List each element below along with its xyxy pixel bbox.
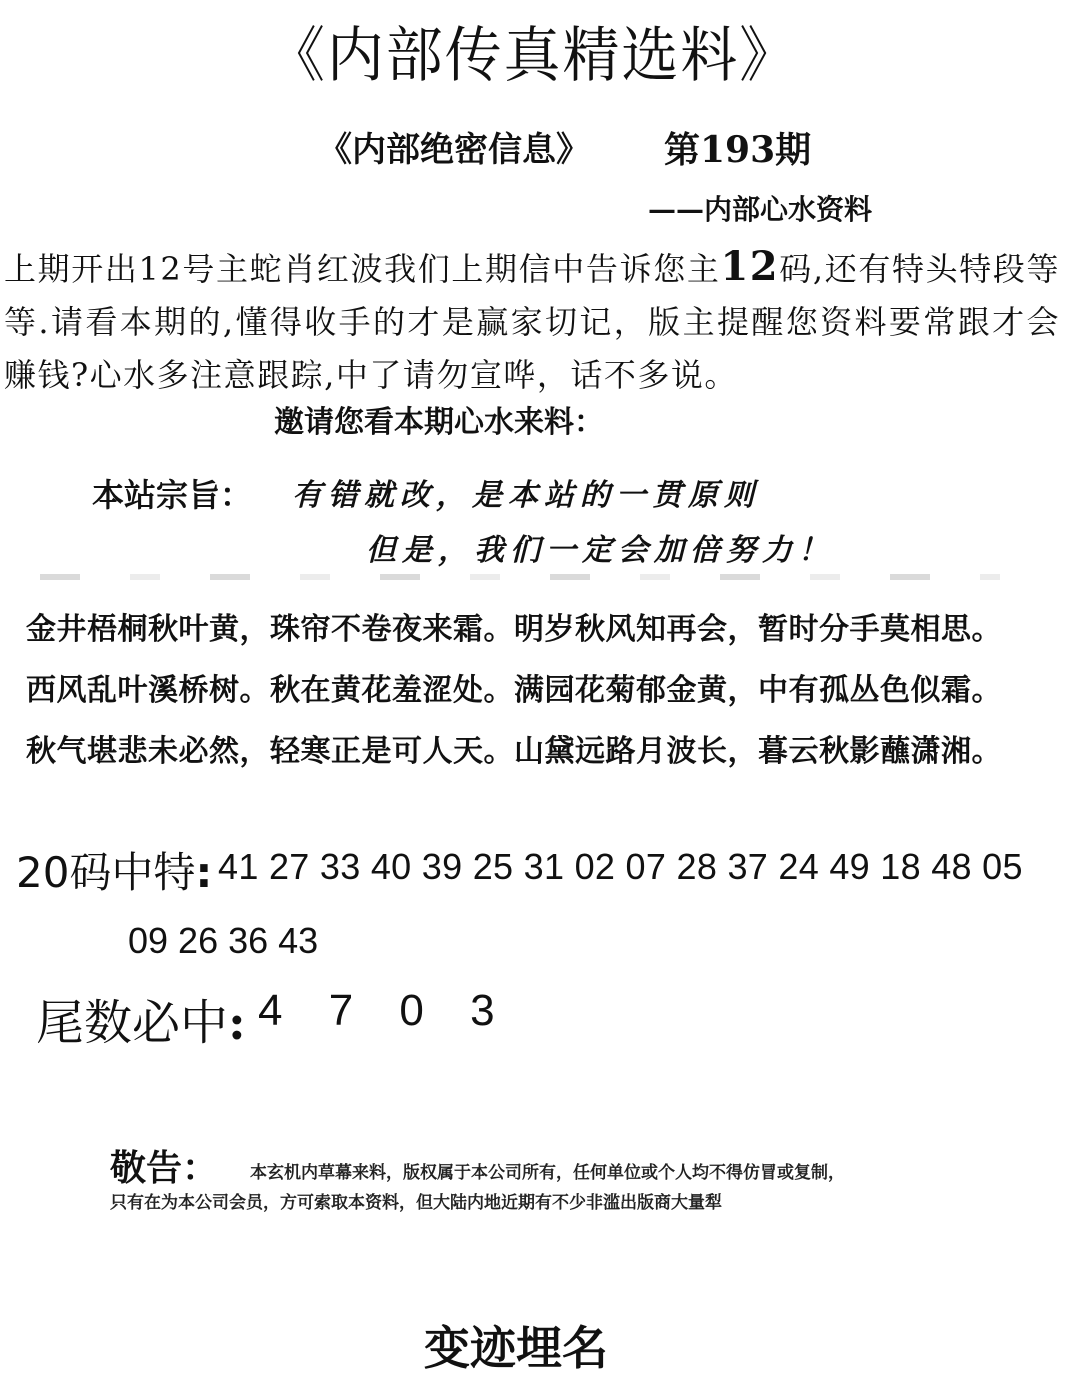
tenet-label: 本站宗旨：: [92, 476, 253, 514]
intro-paragraph: [4, 240, 1060, 402]
invite-line: 邀请您看本期心水来料：: [274, 405, 604, 440]
intro-text-part1: 上期开出12号主蛇肖红波我们上期信中告诉您主: [4, 250, 721, 288]
notice-label: 敬告：: [110, 1147, 219, 1189]
tenet-line-2: 但是，我们一定会加倍努力！: [366, 533, 834, 568]
intro-highlight-number: 12: [720, 243, 780, 290]
issue-number: 第193期: [664, 129, 812, 171]
codes-label-colon: :: [195, 848, 213, 897]
scan-divider: [40, 574, 1000, 580]
subtitle: 《内部绝密信息》: [318, 130, 590, 170]
codes-label-text: 码中特: [69, 848, 196, 897]
poem-line-1: 金井梧桐秋叶黄，珠帘不卷夜来霜。明岁秋风知再会，暂时分手莫相思。: [26, 612, 1002, 647]
codes-label: [16, 840, 212, 900]
page-title: 《内部传真精选料》: [267, 21, 799, 91]
tail-label: [36, 984, 246, 1053]
notice-line-2: 只有在为本公司会员，方可索取本资料，但大陆内地近期有不少非滥出版商大量犁: [110, 1193, 722, 1213]
source-line: ——内部心水资料: [648, 193, 873, 226]
intro-text-part2: 码,还有特头特段等等.请看本期的,懂得收手的才是赢家切记，版主提醒您资料要常跟才会赚钱?心水多注意跟踪,中了请勿宣哗，话不多说。: [4, 250, 1060, 394]
footer-title: 变迹埋名: [424, 1321, 608, 1375]
tenet-line-1: 有错就改，是本站的一贯原则: [292, 478, 760, 513]
poem-line-2: 西风乱叶溪桥树。秋在黄花羞涩处。满园花菊郁金黄，中有孤丛色似霜。: [26, 673, 1002, 708]
poem-line-3: 秋气堪悲未必然，轻寒正是可人天。山黛远路月波长，暮云秋影蘸潇湘。: [26, 734, 1002, 769]
codes-line-1: 41 27 33 40 39 25 31 02 07 28 37 24 49 18 48 05: [218, 846, 1023, 887]
tail-label-colon: :: [228, 995, 246, 1051]
notice-line-1: 本玄机内草幕来料，版权属于本公司所有，任何单位或个人均不得仿冒或复制，: [250, 1163, 845, 1183]
codes-label-count: 20: [16, 848, 70, 897]
tail-values: 4 7 0 3: [258, 986, 501, 1035]
codes-line-2: 09 26 36 43: [128, 920, 319, 961]
tail-label-text: 尾数必中: [36, 995, 229, 1051]
